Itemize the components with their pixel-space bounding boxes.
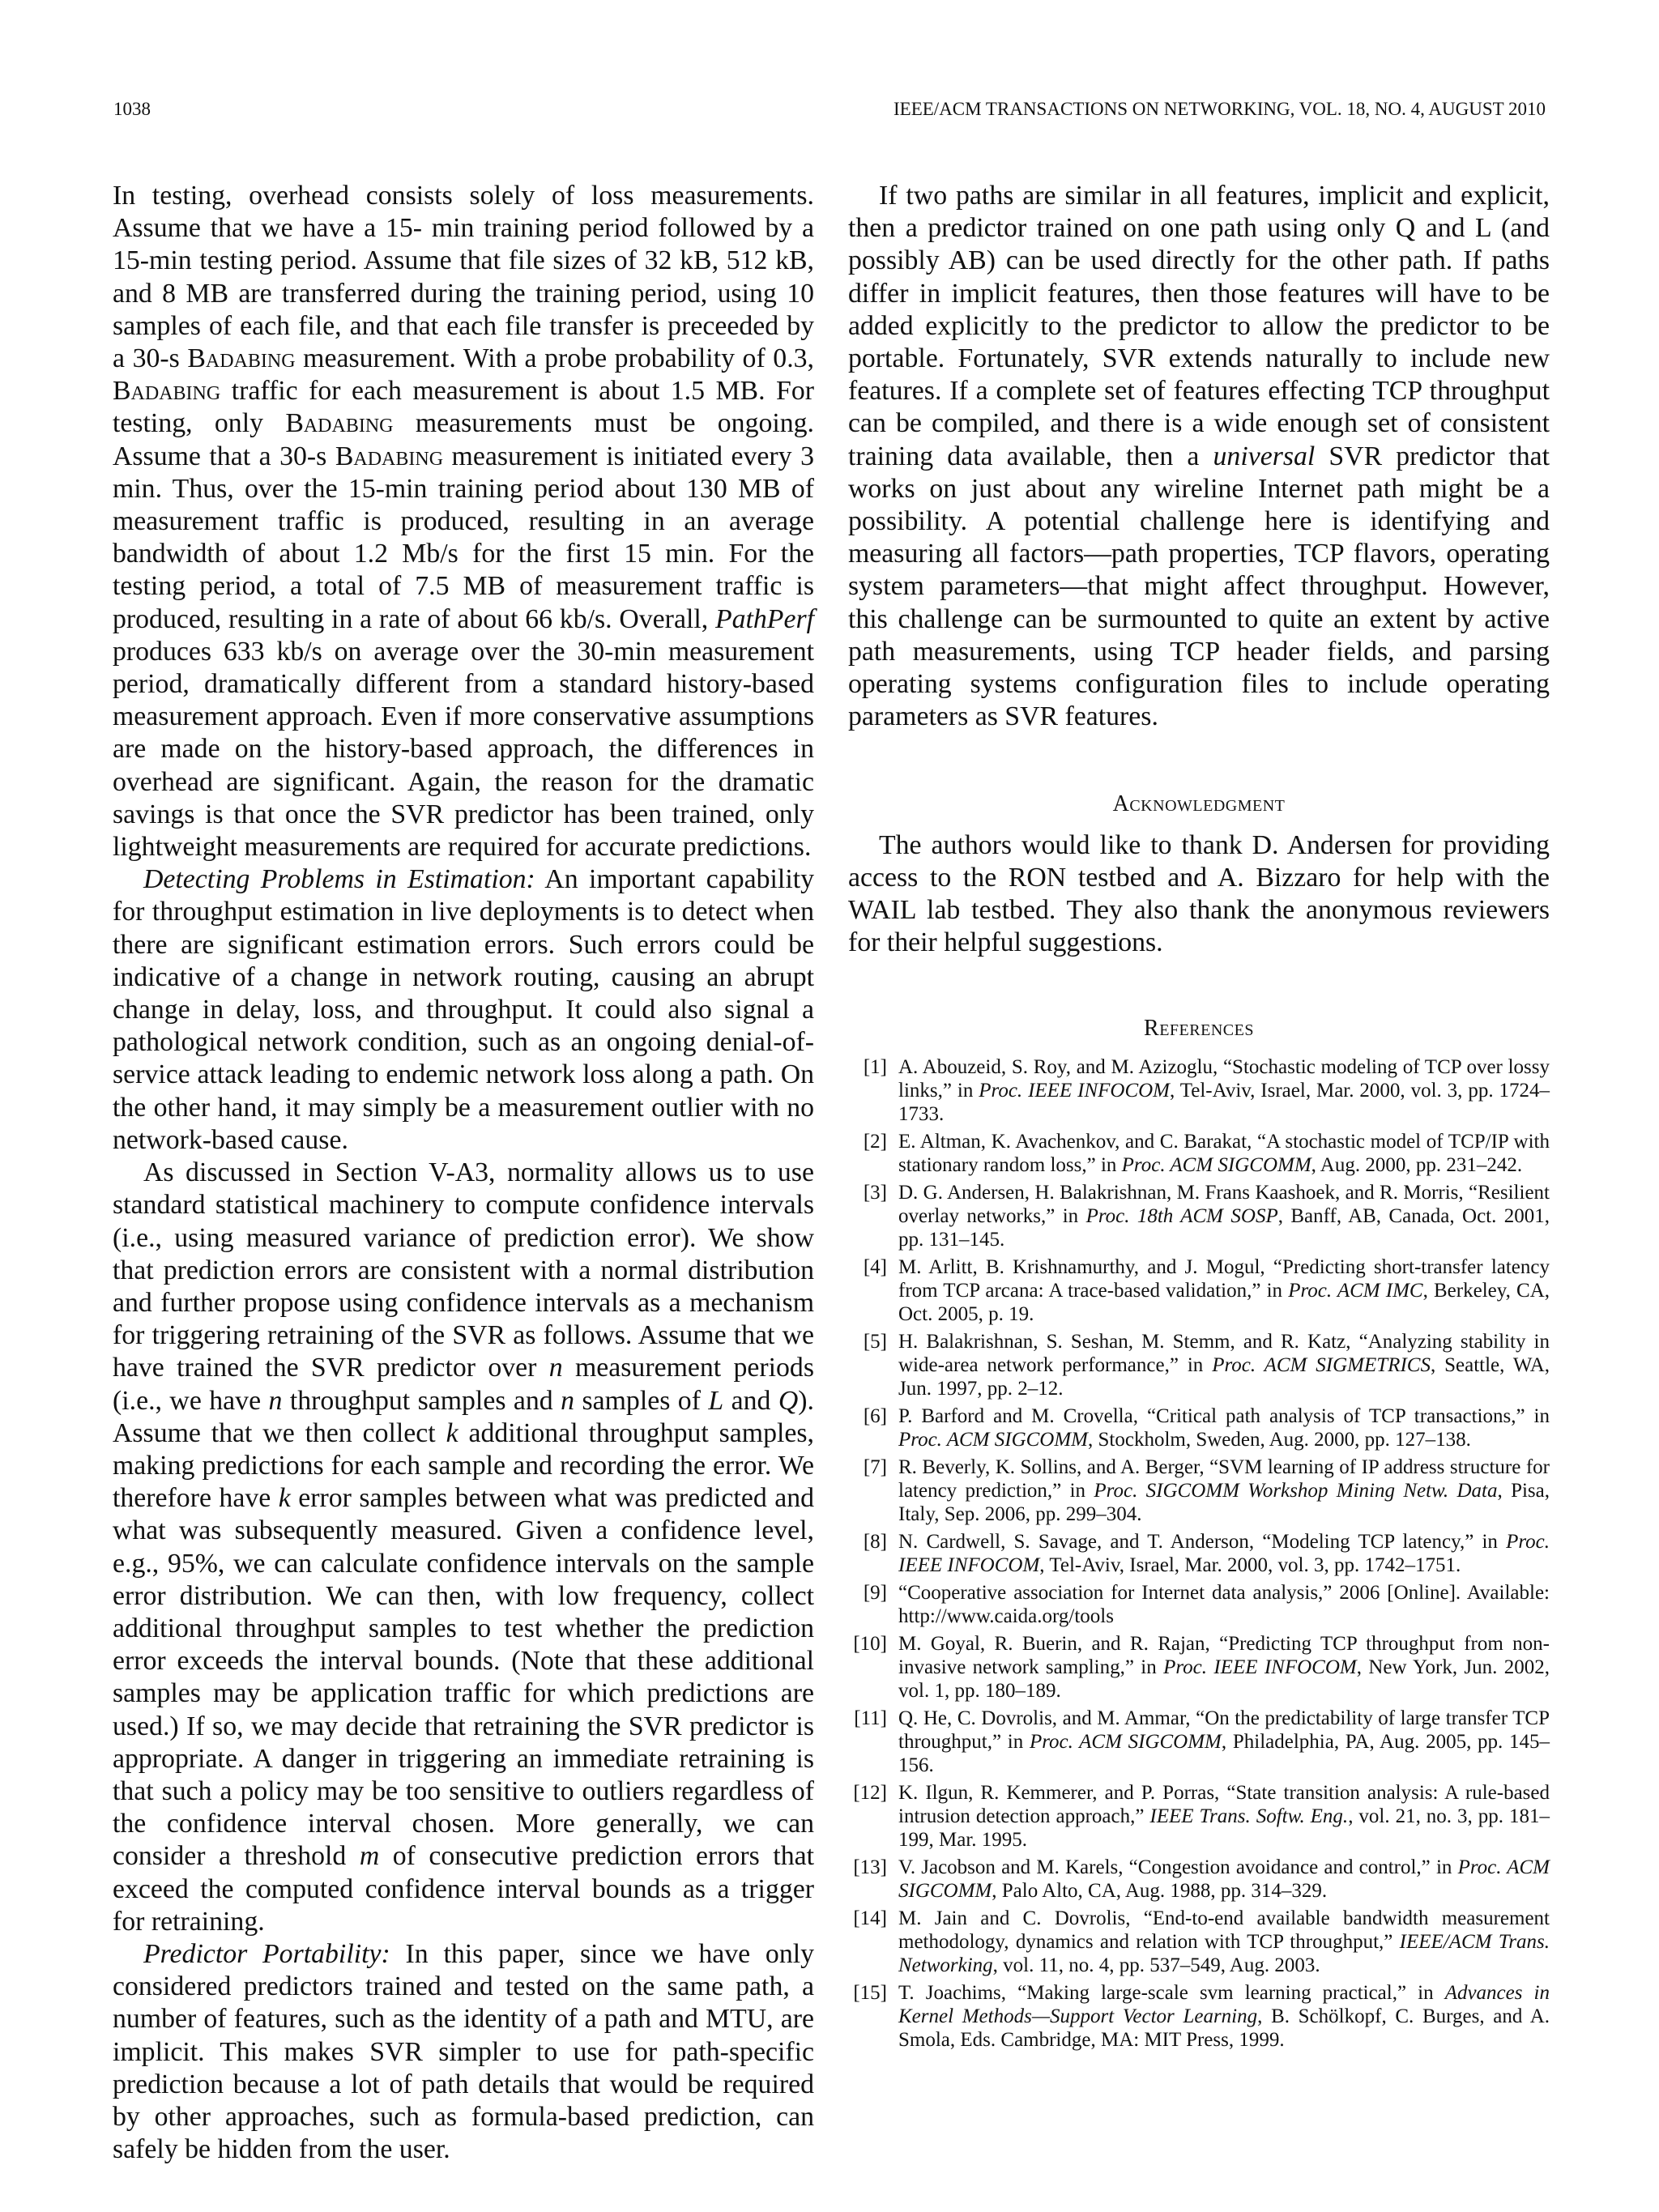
reference-item: [848, 1981, 1550, 2052]
reference-item: [848, 1055, 1550, 1126]
reference-text: M. Arlitt, B. Krishnamurthy, and J. Mogul, “Predicting short-transfer latency from TCP arcana: A trace-based validation,” in Proc. ACM IMC, Berkeley, CA, Oct. 2005, p. 19.: [898, 1255, 1550, 1325]
acknowledgment-heading: Acknowledgment: [1112, 791, 1286, 817]
reference-text: V. Jacobson and M. Karels, “Congestion avoidance and control,” in Proc. ACM SIGCOMM, Palo Alto, CA, Aug. 1988, pp. 314–329.: [898, 1856, 1550, 1902]
reference-number: [11]: [854, 1707, 887, 1729]
reference-number: [6]: [863, 1404, 887, 1427]
reference-text: R. Beverly, K. Sollins, and A. Berger, “SVM learning of IP address structure for latency prediction,” in Proc. SIGCOMM Workshop Mining Netw. Data, Pisa, Italy, Sep. 2006, pp. 299–304.: [898, 1455, 1550, 1525]
reference-text: A. Abouzeid, S. Roy, and M. Azizoglu, “Stochastic modeling of TCP over lossy links,” in Proc. IEEE INFOCOM, Tel-Aviv, Israel, Mar. 2000, vol. 3, pp. 1724–1733.: [898, 1055, 1550, 1125]
reference-item: [848, 1530, 1550, 1577]
reference-text: M. Goyal, R. Buerin, and R. Rajan, “Predicting TCP throughput from non-invasive network sampling,” in Proc. IEEE INFOCOM, New York, Jun. 2002, vol. 1, pp. 180–189.: [898, 1632, 1550, 1702]
confidence-interval-paragraph: As discussed in Section V-A3, normality allows us to use standard statistical machinery to compute confidence intervals (i.e., using measured variance of prediction error). We show that prediction errors are consistent with a normal distribution and further propose using confidence intervals as a mechanism for triggering retraining of the SVR as follows. Assume that we have trained the SVR predictor over n measurement periods (i.e., we have n throughput samples and n samples of L and Q). Assume that we then collect k additional throughput samples, making predictions for each sample and recording the error. We therefore have k error samples between what was predicted and what was subsequently measured. Given a confidence level, e.g., 95%, we can calculate confidence intervals on the sample error distribution. We can then, with low frequency, collect additional throughput samples to test whether the prediction error exceeds the interval bounds. (Note that these additional samples may be application traffic for which predictions are used.) If so, we may decide that retraining the SVR predictor is appropriate. A danger in triggering an immediate retraining is that such a policy may be too sensitive to outliers regardless of the confidence interval chosen. More generally, we can consider a threshold m of consecutive prediction errors that exceed the computed confidence interval bounds as a trigger for retraining.: [113, 1157, 815, 1937]
reference-item: [848, 1455, 1550, 1526]
reference-number: [4]: [863, 1255, 887, 1278]
reference-text: E. Altman, K. Avachenkov, and C. Barakat, “A stochastic model of TCP/IP with stationary random loss,” in Proc. ACM SIGCOMM, Aug. 2000, pp. 231–242.: [898, 1130, 1550, 1176]
reference-number: [9]: [863, 1581, 887, 1604]
reference-text: P. Barford and M. Crovella, “Critical path analysis of TCP transactions,” in Proc. ACM SIGCOMM, Stockholm, Sweden, Aug. 2000, pp. 127–138.: [898, 1404, 1550, 1451]
portability-continued-paragraph: If two paths are similar in all features, implicit and explicit, then a predictor trained on one path using only Q and L (and possibly AB) can be used directly for the other path. If paths differ in implicit features, then those features will have to be added explicitly to the predictor to allow the predictor to be portable. Fortunately, SVR extends naturally to include new features. If a complete set of features effecting TCP throughput can be compiled, and there is a wide enough set of consistent training data available, then a universal SVR predictor that works on just about any wireline Internet path might be a possibility. A potential challenge here is identifying and measuring all factors—path properties, TCP flavors, operating system parameters—that might affect throughput. However, this challenge can be surmounted to quite an extent by active path measurements, using TCP header fields, and parsing operating systems configuration files to include operating parameters as SVR features.: [848, 181, 1550, 732]
reference-number: [7]: [863, 1455, 887, 1478]
reference-text: Q. He, C. Dovrolis, and M. Ammar, “On the predictability of large transfer TCP throughput,” in Proc. ACM SIGCOMM, Philadelphia, PA, Aug. 2005, pp. 145–156.: [898, 1707, 1550, 1776]
badabing-term: Badabing: [335, 441, 444, 471]
badabing-term: Badabing: [113, 376, 221, 407]
reference-item: [848, 1707, 1550, 1777]
reference-item: [848, 1255, 1550, 1326]
right-column: [848, 180, 1550, 2056]
reference-number: [3]: [863, 1181, 887, 1204]
badabing-term: Badabing: [285, 408, 394, 439]
references-heading: References: [1144, 1016, 1254, 1042]
reference-item: [848, 1632, 1550, 1703]
reference-number: [14]: [853, 1907, 887, 1929]
overhead-paragraph: In testing, overhead consists solely of loss measurements. Assume that we have a 15- min training period followed by a 15-min testing period. Assume that file sizes of 32 kB, 512 kB, and 8 MB are transferred during the training period, using 10 samples of each file, and that each file transfer is preceeded by a 30-s Badabing measurement. With a probe probability of 0.3, Badabing traffic for each measurement is about 1.5 MB. For testing, only Badabing measurements must be ongoing. Assume that a 30-s Badabing measurement is initiated every 3 min. Thus, over the 15-min training period about 130 MB of measurement traffic is produced, resulting in an average bandwidth of about 1.2 Mb/s for the first 15 min. For the testing period, a total of 7.5 MB of measurement traffic is produced, resulting in a rate of about 66 kb/s. Overall, PathPerf produces 633 kb/s on average over the 30-min measurement period, dramatically different from a standard history-based measurement approach. Even if more conservative assumptions are made on the history-based approach, the differences in overhead are significant. Again, the reason for the dramatic savings is that once the SVR predictor has been trained, only lightweight measurements are required for accurate predictions.: [113, 181, 814, 863]
paragraph-heading: Predictor Portability:: [143, 1938, 390, 1969]
reference-number: [5]: [863, 1330, 887, 1353]
reference-number: [1]: [863, 1055, 887, 1078]
reference-item: [848, 1130, 1550, 1177]
reference-text: “Cooperative association for Internet data analysis,” 2006 [Online]. Available: http://www.caida.org/tools: [898, 1581, 1550, 1627]
left-column: [113, 180, 814, 2166]
acknowledgment-text: The authors would like to thank D. Andersen for providing access to the RON testbed and A. Bizzaro for help with the WAIL lab testbed. They also thank the anonymous reviewers for their helpful suggestions.: [848, 829, 1550, 958]
reference-text: D. G. Andersen, H. Balakrishnan, M. Frans Kaashoek, and R. Morris, “Resilient overlay networks,” in Proc. 18th ACM SOSP, Banff, AB, Canada, Oct. 2001, pp. 131–145.: [898, 1181, 1550, 1251]
reference-item: [848, 1581, 1550, 1628]
reference-number: [15]: [853, 1981, 887, 2004]
paragraph-heading: Detecting Problems in Estimation:: [143, 864, 535, 895]
reference-text: H. Balakrishnan, S. Seshan, M. Stemm, and R. Katz, “Analyzing stability in wide-area network performance,” in Proc. ACM SIGMETRICS, Seattle, WA, Jun. 1997, pp. 2–12.: [898, 1330, 1550, 1400]
reference-number: [13]: [853, 1856, 887, 1878]
page-number: 1038: [113, 99, 151, 119]
reference-number: [8]: [863, 1530, 887, 1553]
reference-text: K. Ilgun, R. Kemmerer, and P. Porras, “State transition analysis: A rule-based intrusion detection approach,” IEEE Trans. Softw. Eng., vol. 21, no. 3, pp. 181–199, Mar. 1995.: [898, 1781, 1550, 1851]
predictor-portability-paragraph: Predictor Portability: In this paper, since we have only considered predictors trained and tested on the same path, a number of features, such as the identity of a path and MTU, are implicit. This makes SVR simpler to use for path-specific prediction because a lot of path details that would be required by other approaches, such as formula-based prediction, can safely be hidden from the user.: [113, 1938, 815, 2165]
universal-term: universal: [1213, 441, 1316, 471]
reference-item: [848, 1856, 1550, 1903]
reference-item: [848, 1907, 1550, 1977]
reference-text: N. Cardwell, S. Savage, and T. Anderson, “Modeling TCP latency,” in Proc. IEEE INFOCOM, Tel-Aviv, Israel, Mar. 2000, vol. 3, pp. 1742–1751.: [898, 1530, 1550, 1576]
reference-list: [848, 1055, 1550, 2052]
reference-item: [848, 1330, 1550, 1400]
detecting-problems-paragraph: Detecting Problems in Estimation: An important capability for throughput estimation in live deployments is to detect when there are significant estimation errors. Such errors could be indicative of a change in network routing, causing an abrupt change in delay, loss, and throughput. It could also signal a pathological network condition, such as an ongoing denial-of-service attack leading to endemic network loss along a path. On the other hand, it may simply be a measurement outlier with no network-based cause.: [113, 864, 814, 1155]
reference-number: [12]: [853, 1781, 887, 1804]
badabing-term: Badabing: [187, 343, 296, 374]
journal-title: IEEE/ACM TRANSACTIONS ON NETWORKING, VOL. 18, NO. 4, AUGUST 2010: [893, 99, 1546, 119]
reference-number: [2]: [863, 1130, 887, 1153]
running-header: [113, 99, 1546, 131]
reference-text: T. Joachims, “Making large-scale svm learning practical,” in Advances in Kernel Methods—Support Vector Learning, B. Schölkopf, C. Burges, and A. Smola, Eds. Cambridge, MA: MIT Press, 1999.: [898, 1981, 1550, 2051]
reference-item: [848, 1404, 1550, 1451]
reference-text: M. Jain and C. Dovrolis, “End-to-end available bandwidth measurement methodology, dynamics and relation with TCP throughput,” IEEE/ACM Trans. Networking, vol. 11, no. 4, pp. 537–549, Aug. 2003.: [898, 1907, 1550, 1976]
pathperf-term: PathPerf: [714, 603, 814, 634]
reference-item: [848, 1781, 1550, 1852]
reference-item: [848, 1181, 1550, 1251]
reference-number: [10]: [853, 1632, 887, 1655]
